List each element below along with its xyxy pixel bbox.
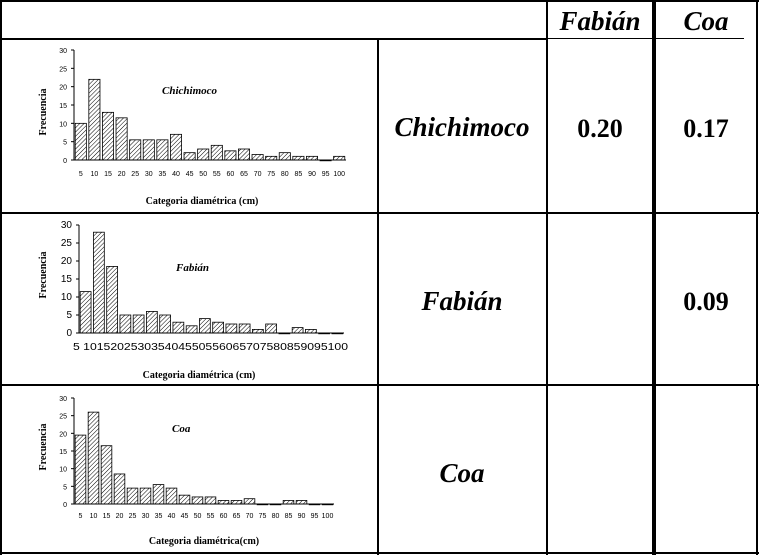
y-tick-label: 0 <box>66 328 72 339</box>
bar-55 <box>211 145 222 160</box>
bar-5 <box>75 435 86 504</box>
bar-65 <box>239 324 250 333</box>
bar-20 <box>114 474 125 504</box>
header-coa: Coa <box>683 6 729 36</box>
bar-10 <box>93 232 104 333</box>
grid-row2-line <box>0 384 759 386</box>
bar-75 <box>257 504 268 505</box>
y-axis-label: Frecuencia <box>38 88 49 136</box>
bar-45 <box>184 153 195 160</box>
x-tick-label: 15 <box>102 513 111 520</box>
bar-85 <box>293 156 304 160</box>
value-chichimoco-fabian: 0.20 <box>577 114 623 143</box>
bar-10 <box>89 79 100 160</box>
x-tick-labels: 5 101520253035404550556065707580859095100 <box>73 342 349 353</box>
x-tick-label: 100 <box>321 513 334 520</box>
x-tick-label: 10 <box>89 513 98 520</box>
histogram-coa <box>4 387 374 552</box>
bar-70 <box>252 155 263 161</box>
x-tick-label: 45 <box>180 513 189 520</box>
bar-90 <box>296 500 307 504</box>
x-tick-label: 20 <box>117 171 126 178</box>
x-tick-label: 70 <box>253 171 262 178</box>
x-tick-label: 30 <box>144 171 153 178</box>
grid-col-label-divider <box>546 0 548 555</box>
y-tick-label: 20 <box>60 256 72 267</box>
grid-right-line <box>756 0 758 555</box>
grid-col-fabian-divider <box>652 0 656 555</box>
x-axis-label: Categoria diamétrica(cm) <box>148 536 260 547</box>
bar-35 <box>157 140 168 160</box>
x-axis-label: Categoria diamétrica (cm) <box>145 196 259 207</box>
bar-70 <box>244 499 255 504</box>
bar-20 <box>120 315 131 333</box>
bar-15 <box>102 112 113 160</box>
x-tick-label: 75 <box>258 513 267 520</box>
x-tick-label: 25 <box>128 513 137 520</box>
x-tick-label: 65 <box>232 513 241 520</box>
x-tick-label: 40 <box>167 513 176 520</box>
x-tick-label: 35 <box>158 171 167 178</box>
bar-40 <box>173 322 184 333</box>
bar-5 <box>75 123 86 160</box>
x-tick-label: 90 <box>308 171 316 178</box>
chart-title: Coa <box>172 423 191 435</box>
row-label-chichimoco: Chichimoco <box>394 112 530 142</box>
y-tick-label: 30 <box>60 220 72 231</box>
bar-15 <box>101 446 112 504</box>
y-tick-label: 15 <box>59 449 67 456</box>
bar-100 <box>322 504 333 505</box>
bar-70 <box>252 329 263 333</box>
bar-75 <box>266 156 277 160</box>
x-tick-label: 50 <box>199 171 208 178</box>
x-tick-label: 60 <box>219 513 228 520</box>
y-tick-label: 10 <box>59 466 67 474</box>
y-tick-label: 30 <box>59 396 67 403</box>
y-tick-label: 0 <box>63 502 67 509</box>
value-chichimoco-coa: 0.17 <box>683 114 729 143</box>
bar-40 <box>166 488 177 504</box>
bar-45 <box>179 495 190 504</box>
y-tick-label: 25 <box>60 238 72 249</box>
y-tick-label: 10 <box>59 121 67 129</box>
x-axis-label: Categoria diamétrica (cm) <box>142 370 256 381</box>
bar-55 <box>205 497 216 504</box>
row-label-fabian: Fabián <box>421 286 503 316</box>
bar-45 <box>186 326 197 333</box>
x-tick-label: 35 <box>154 513 163 520</box>
bar-80 <box>279 153 290 160</box>
bar-25 <box>133 315 144 333</box>
bar-50 <box>198 149 209 160</box>
grid-left-line <box>0 0 2 555</box>
y-tick-label: 15 <box>60 274 72 285</box>
bar-25 <box>130 140 141 160</box>
y-tick-label: 25 <box>59 413 67 421</box>
row-label-coa: Coa <box>439 458 485 488</box>
y-axis-label: Frecuencia <box>38 423 49 471</box>
y-tick-label: 20 <box>59 84 67 92</box>
x-tick-label: 60 <box>226 171 235 178</box>
bar-35 <box>153 485 164 504</box>
x-tick-label: 85 <box>284 513 293 520</box>
grid-header-line-left <box>0 38 546 40</box>
bar-80 <box>270 504 281 505</box>
bar-85 <box>292 328 303 333</box>
bar-90 <box>306 156 317 160</box>
bar-100 <box>332 333 343 334</box>
y-tick-label: 20 <box>59 431 67 439</box>
x-tick-label: 75 <box>267 171 276 178</box>
bar-80 <box>279 333 290 334</box>
grid-header-line-right <box>546 38 744 39</box>
x-tick-label: 45 <box>185 171 194 178</box>
bar-95 <box>309 504 320 505</box>
bar-15 <box>107 266 118 333</box>
grid-row1-line <box>0 212 759 214</box>
y-tick-label: 15 <box>59 103 67 110</box>
x-tick-label: 95 <box>321 171 330 178</box>
chart-title: Fabián <box>176 262 210 274</box>
y-tick-label: 5 <box>63 484 67 492</box>
x-tick-label: 65 <box>240 171 248 178</box>
bar-90 <box>305 329 316 333</box>
x-tick-label: 55 <box>206 513 215 520</box>
bar-60 <box>226 324 237 333</box>
x-tick-label: 10 <box>90 171 99 178</box>
bar-95 <box>319 333 330 334</box>
histogram-fabian <box>4 215 374 383</box>
bar-65 <box>238 149 249 160</box>
bar-30 <box>146 311 157 333</box>
y-tick-label: 5 <box>66 310 72 321</box>
y-tick-label: 10 <box>60 292 72 303</box>
x-tick-label: 40 <box>172 171 180 178</box>
chart-title: Chichimoco <box>162 85 218 97</box>
header-fabian: Fabián <box>559 6 641 36</box>
x-tick-label: 5 <box>78 513 83 520</box>
y-tick-label: 5 <box>63 139 67 147</box>
x-tick-label: 30 <box>141 513 150 520</box>
bar-30 <box>143 140 154 160</box>
histogram-chichimoco <box>4 42 374 210</box>
bar-100 <box>334 156 345 160</box>
x-tick-label: 90 <box>297 513 306 520</box>
bar-25 <box>127 488 138 504</box>
y-tick-label: 25 <box>59 66 67 74</box>
bar-30 <box>140 488 151 504</box>
x-tick-label: 25 <box>131 171 140 178</box>
bar-60 <box>218 500 229 504</box>
bar-75 <box>266 324 277 333</box>
bar-20 <box>116 118 127 160</box>
y-tick-label: 0 <box>63 158 67 165</box>
x-tick-label: 100 <box>333 171 346 178</box>
bar-65 <box>231 500 242 504</box>
bar-50 <box>199 319 210 333</box>
grid-bottom-line <box>0 552 759 554</box>
x-tick-label: 85 <box>294 171 303 178</box>
bar-35 <box>160 315 171 333</box>
x-tick-label: 15 <box>104 171 112 178</box>
bar-85 <box>283 500 294 504</box>
x-tick-label: 95 <box>310 513 319 520</box>
x-tick-label: 80 <box>280 171 289 178</box>
x-tick-label: 80 <box>271 513 280 520</box>
y-tick-label: 30 <box>59 48 67 55</box>
x-tick-label: 5 <box>78 171 83 178</box>
x-tick-label: 50 <box>193 513 202 520</box>
grid-top-line <box>0 0 759 2</box>
bar-5 <box>80 292 91 333</box>
bar-95 <box>320 160 331 161</box>
y-axis-label: Frecuencia <box>38 251 49 299</box>
x-tick-label: 20 <box>115 513 124 520</box>
bar-10 <box>88 412 99 504</box>
bar-40 <box>170 134 181 160</box>
bar-50 <box>192 497 203 504</box>
bar-60 <box>225 151 236 160</box>
x-tick-label: 55 <box>212 171 221 178</box>
bar-55 <box>213 322 224 333</box>
value-fabian-coa: 0.09 <box>683 287 729 316</box>
x-tick-label: 70 <box>245 513 254 520</box>
